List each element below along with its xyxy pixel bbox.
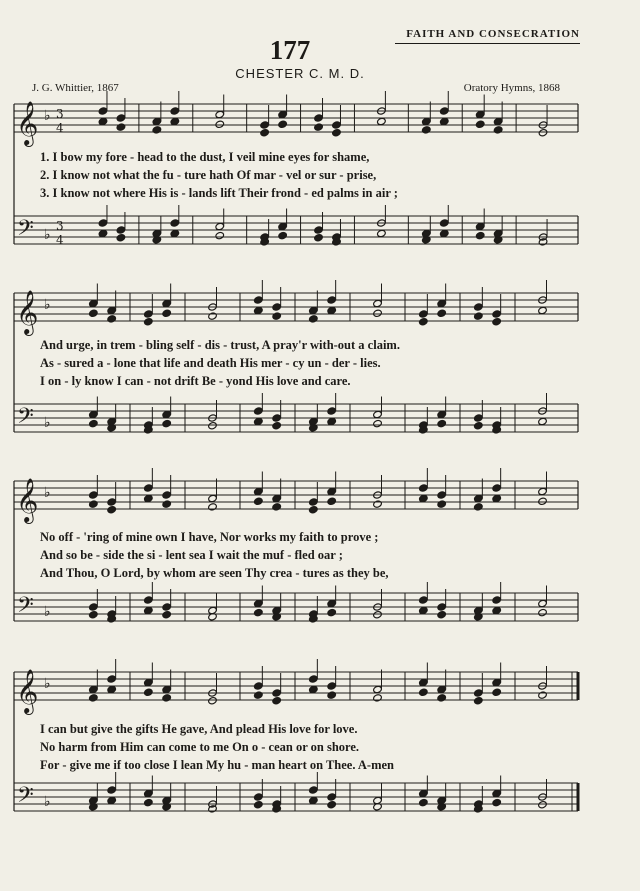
- composer-credit: Oratory Hymns, 1868: [463, 82, 560, 94]
- svg-text:♭: ♭: [44, 604, 51, 620]
- lyric-line: 1. I bow my fore - head to the dust, I veil mine eyes for shame,: [40, 150, 370, 164]
- svg-text:♭: ♭: [44, 108, 51, 124]
- lyric-line: And urge, in trem - bling self - dis - trust, A pray'r with-out a claim.: [40, 338, 400, 352]
- svg-text:4: 4: [56, 233, 64, 247]
- svg-text:♭: ♭: [44, 485, 51, 501]
- hymn-number: 177: [269, 35, 311, 65]
- svg-text:𝄢: 𝄢: [17, 216, 34, 246]
- lyric-line: As - sured a - lone that life and death His mer - cy un - der - lies.: [40, 356, 381, 370]
- lyric-line: And so be - side the si - lent sea I wait the muf - fled oar ;: [40, 548, 343, 562]
- author-credit: J. G. Whittier, 1867: [32, 82, 119, 94]
- lyric-line: 2. I know not what the fu - ture hath Of mar - vel or sur - prise,: [40, 168, 377, 182]
- svg-text:𝄢: 𝄢: [17, 783, 34, 813]
- svg-text:𝄞: 𝄞: [16, 669, 39, 713]
- tune-name: CHESTER C. M. D.: [235, 66, 365, 81]
- svg-text:3: 3: [56, 219, 64, 233]
- svg-text:♭: ♭: [44, 794, 51, 810]
- svg-text:♭: ♭: [44, 227, 51, 243]
- lyric-line: For - give me if too close I lean My hu - man heart on Thee. A-men: [40, 758, 395, 772]
- svg-text:𝄞: 𝄞: [16, 101, 39, 145]
- svg-text:3: 3: [56, 107, 64, 121]
- svg-text:♭: ♭: [44, 676, 51, 692]
- svg-text:𝄞: 𝄞: [16, 290, 39, 334]
- svg-text:♭: ♭: [44, 297, 51, 313]
- lyric-line: I on - ly know I can - not drift Be - yond His love and care.: [40, 374, 351, 388]
- lyric-line: And Thou, O Lord, by whom are seen Thy crea - tures as they be,: [40, 566, 389, 580]
- svg-text:4: 4: [56, 121, 64, 135]
- svg-text:𝄞: 𝄞: [16, 478, 39, 522]
- svg-text:♭: ♭: [44, 415, 51, 431]
- lyric-line: I can but give the gifts He gave, And plead His love for love.: [40, 722, 358, 736]
- lyric-line: No off - 'ring of mine own I have, Nor works my faith to prove ;: [40, 530, 379, 544]
- svg-text:𝄢: 𝄢: [17, 404, 34, 434]
- svg-text:𝄢: 𝄢: [17, 593, 34, 623]
- lyric-line: 3. I know not where His is - lands lift Their frond - ed palms in air ;: [40, 186, 398, 200]
- lyric-line: No harm from Him can come to me On o - cean or on shore.: [40, 740, 360, 754]
- section-title: FAITH AND CONSECRATION: [406, 28, 580, 40]
